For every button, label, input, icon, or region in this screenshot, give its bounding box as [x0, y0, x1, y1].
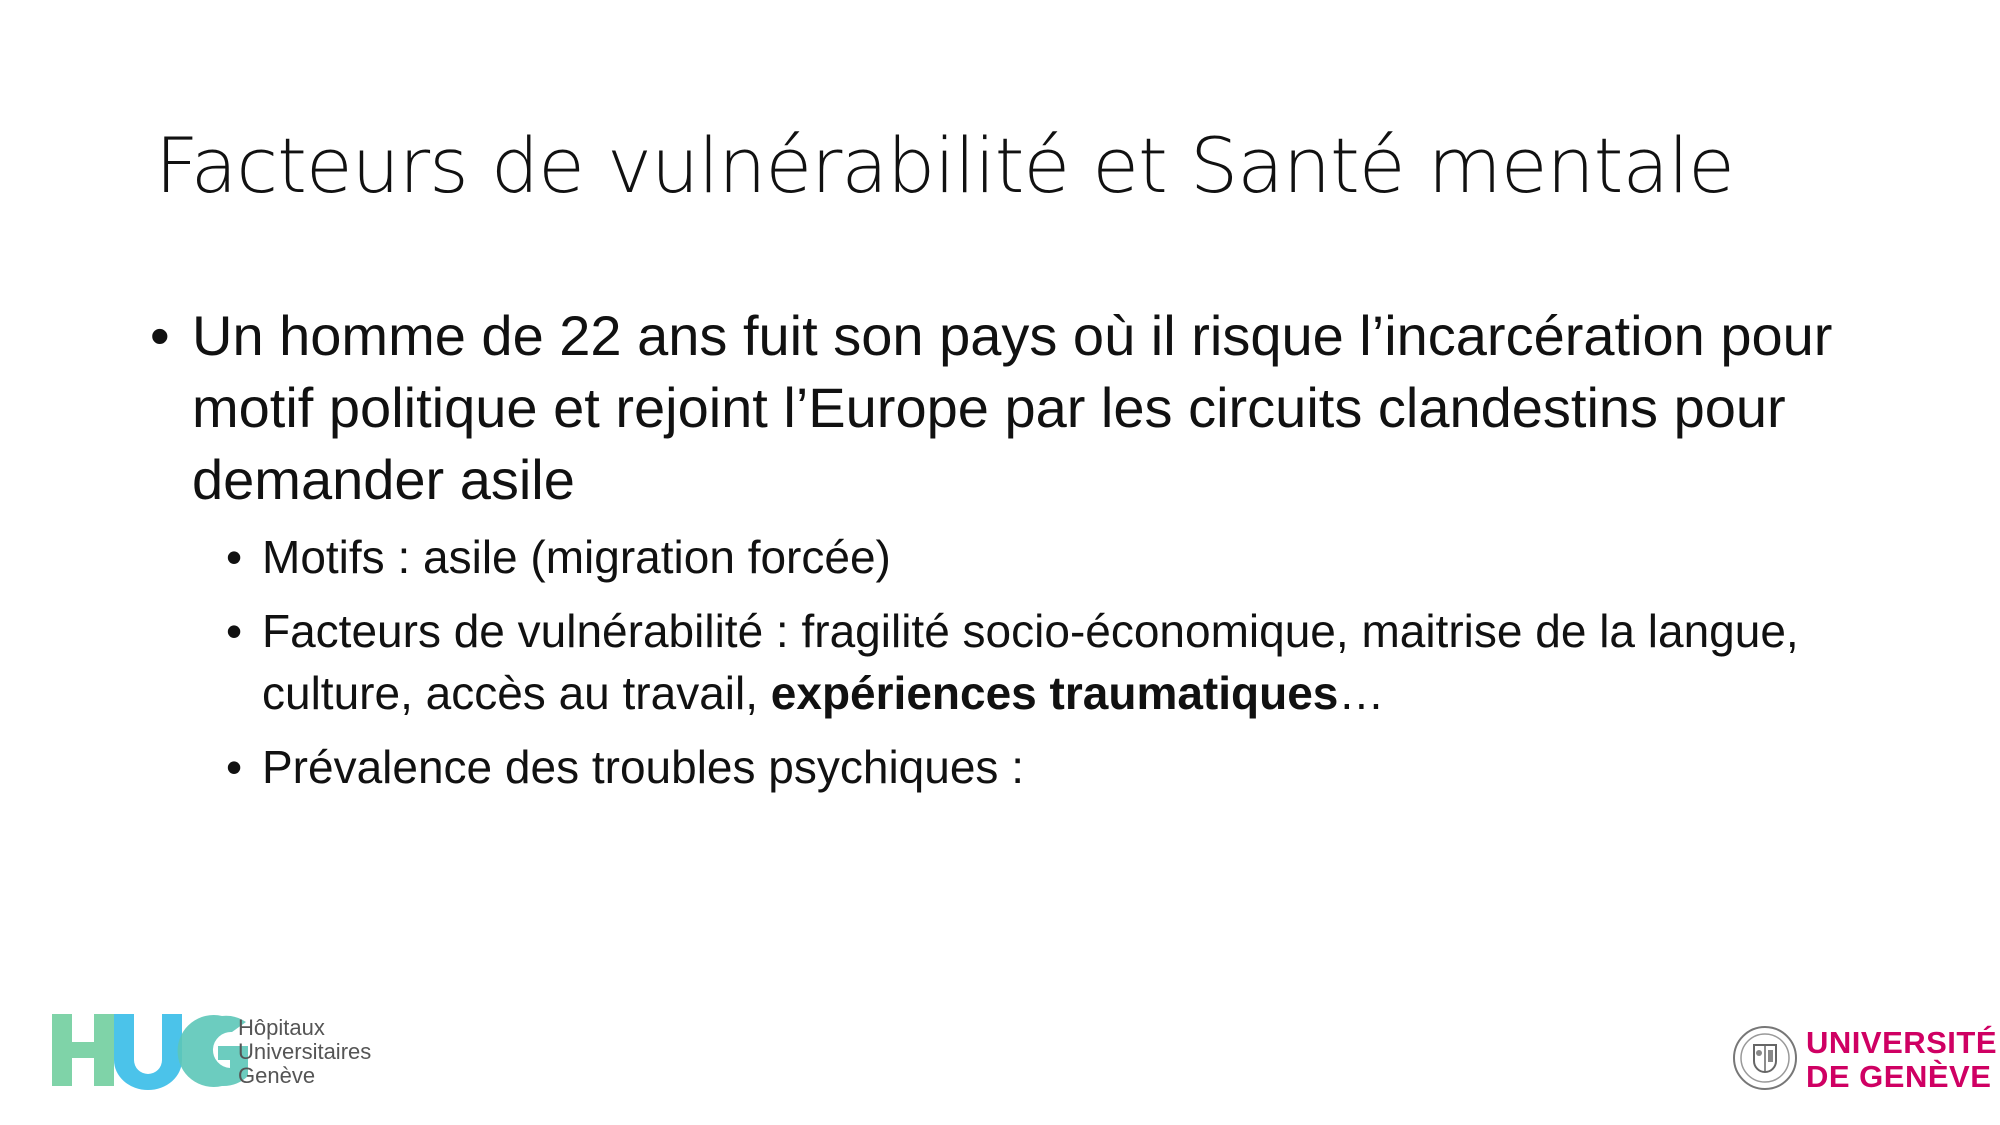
sub-bullet-facteurs-bold: expériences traumatiques: [770, 667, 1339, 719]
bullet-dot: •: [150, 304, 170, 367]
sub-bullet-facteurs-text: Facteurs de vulnérabilité : fragilité socio-économique, maitrise de la langue, culture, accès au travail,: [262, 605, 1799, 719]
slide-title: Facteurs de vulnérabilité et Santé mentale: [155, 121, 1734, 210]
sub-bullet-facteurs-ellipsis: …: [1338, 667, 1385, 719]
unige-line-1: UNIVERSITÉ: [1806, 1025, 1998, 1060]
hug-line-3: Genève: [238, 1063, 316, 1088]
bullet-dot: •: [226, 605, 243, 657]
hug-logo-text: [238, 1016, 371, 1088]
hug-line-2: Universitaires: [238, 1039, 372, 1064]
hug-line-1: Hôpitaux: [238, 1015, 325, 1040]
sub-bullet-prevalence-text: Prévalence des troubles psychiques :: [262, 741, 1024, 793]
unige-line-2: DE GENÈVE: [1806, 1059, 1992, 1094]
unige-logo-text: [1806, 1026, 1997, 1094]
sub-bullet-facteurs: [226, 600, 1930, 724]
university-seal-icon: [1732, 1025, 1798, 1091]
slide-content: [150, 300, 1930, 810]
bullet-dot: •: [226, 741, 243, 793]
bullet-dot: •: [226, 531, 243, 583]
sub-bullet-motifs: [226, 526, 1930, 588]
bullet-main-text: Un homme de 22 ans fuit son pays où il risque l’incarcération pour motif politique et rejoint l’Europe par les circuits clandestins pour demander asile: [192, 304, 1833, 511]
sub-bullets: [150, 526, 1930, 798]
sub-bullet-motifs-text: Motifs : asile (migration forcée): [262, 531, 891, 583]
bullet-main: [150, 300, 1930, 516]
sub-bullet-prevalence: [226, 736, 1930, 798]
